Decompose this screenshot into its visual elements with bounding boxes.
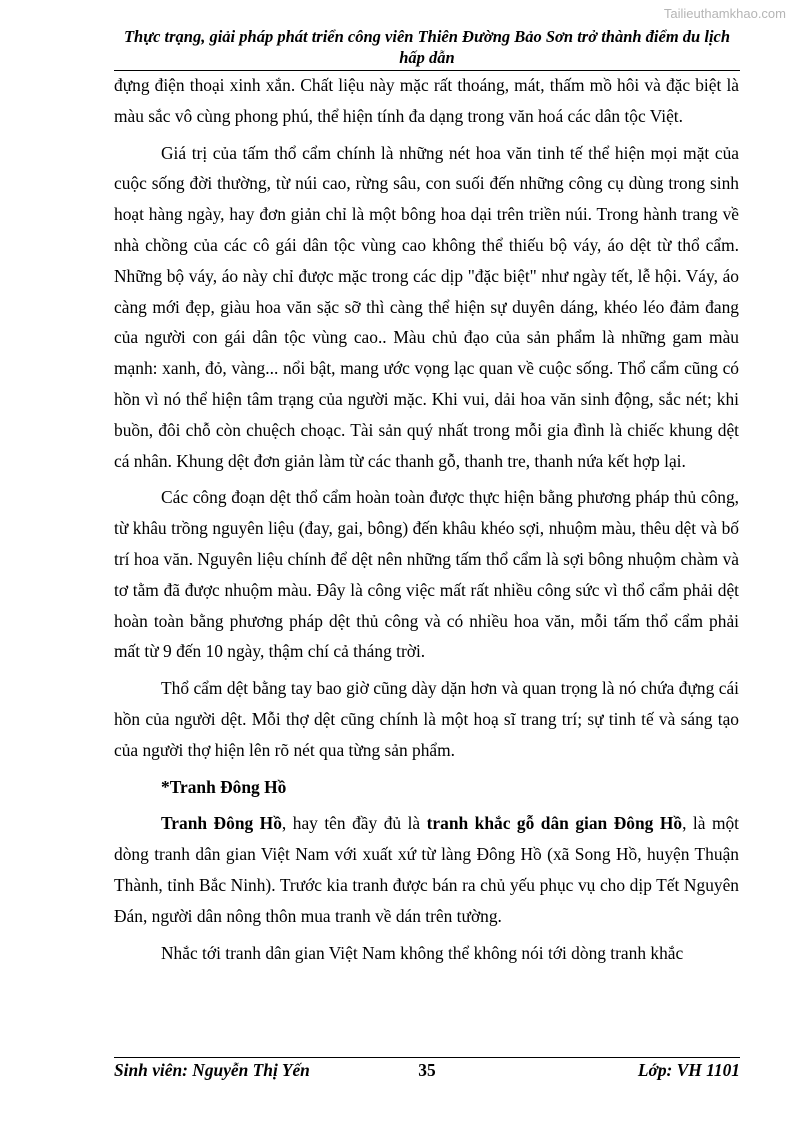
document-body — [114, 70, 739, 974]
section-subheading: *Tranh Đông Hồ — [161, 776, 287, 797]
page-header-title: Thực trạng, giải pháp phát triển công viên Thiên Đường Bảo Sơn trở thành điểm du lịch hấp dẫn — [123, 27, 731, 67]
footer-student: Sinh viên: Nguyễn Thị Yến — [114, 1060, 310, 1080]
footer-class: Lớp: VH 1101 — [637, 1060, 740, 1080]
term-tranh-dong-ho: Tranh Đông Hồ — [161, 813, 282, 834]
page-footer — [114, 1060, 740, 1084]
watermark: Tailieuthamkhao.com — [663, 6, 786, 21]
term-full-name: tranh khắc gỗ dân gian Đông Hồ — [426, 813, 683, 834]
paragraph-4: Thổ cẩm dệt bằng tay bao giờ cũng dày dặn hơn và quan trọng là nó chứa đựng cái hồn của người dệt. Mỗi thợ dệt cũng chính là một hoạ sĩ trang trí; sự tinh tế và sáng tạo của người thợ hiện lên rõ nét qua từng sản phẩm. — [114, 678, 739, 760]
page-number: 35 — [418, 1060, 436, 1080]
paragraph-1: đựng điện thoại xinh xắn. Chất liệu này mặc rất thoáng, mát, thấm mồ hôi và đặc biệt là màu sắc vô cùng phong phú, thể hiện tính đa dạng trong văn hoá các dân tộc Việt. — [114, 75, 739, 126]
paragraph-6: Nhắc tới tranh dân gian Việt Nam không thể không nói tới dòng tranh khắc — [161, 942, 684, 963]
paragraph-5 — [114, 808, 739, 931]
paragraph-2: Giá trị của tấm thổ cẩm chính là những nét hoa văn tinh tế thể hiện mọi mặt của cuộc sống đời thường, từ núi cao, rừng sâu, con suối đến những công cụ dùng trong sinh hoạt hàng ngày, hay đơn giản chỉ là một bông hoa dại trên triền núi. Trong hành trang về nhà chồng của các cô gái dân tộc vùng cao không thể thiếu bộ váy, áo dệt từ thổ cẩm. Những bộ váy, áo này chỉ được mặc trong các dịp "đặc biệt" như ngày tết, lễ hội. Váy, áo càng mới đẹp, giàu hoa văn sặc sỡ thì càng thể hiện sự duyên dáng, khéo léo đảm đang của người con gái dân tộc vùng cao.. Màu chủ đạo của sản phẩm là những gam màu mạnh: xanh, đỏ, vàng... nổi bật, mang ước vọng lạc quan về cuộc sống. Thổ cẩm cũng có hồn vì nó thể hiện tâm trạng của người mặc. Khi vui, dải hoa văn sinh động, sắc nét; khi buồn, đôi chỗ còn chuệch choạc. Tài sản quý nhất trong mỗi gia đình là chiếc khung dệt cá nhân. Khung dệt đơn giản làm từ các thanh gỗ, thanh tre, thanh nứa kết hợp lại. — [114, 142, 739, 471]
footer-divider — [114, 1057, 740, 1058]
paragraph-5-text-2: , là một dòng tranh dân gian Việt Nam với xuất xứ từ làng Đông Hồ (xã Song Hồ, huyện Thuận Thành, tỉnh Bắc Ninh). Trước kia tranh được bán ra chủ yếu phục vụ cho dịp Tết Nguyên Đán, người dân nông thôn mua tranh về dán trên tường. — [114, 813, 740, 926]
paragraph-5-text-1: , hay tên đầy đủ là — [281, 813, 427, 834]
paragraph-3: Các công đoạn dệt thổ cẩm hoàn toàn được thực hiện bằng phương pháp thủ công, từ khâu trồng nguyên liệu (đay, gai, bông) đến khâu khéo sợi, nhuộm màu, thêu dệt và bố trí hoa văn. Nguyên liệu chính để dệt nên những tấm thổ cẩm là sợi bông nhuộm chàm và tơ tằm đã được nhuộm màu. Đây là công việc mất rất nhiều công sức vì thổ cẩm phải dệt hoàn toàn bằng phương pháp dệt thủ công và có nhiều hoa văn, mỗi tấm thổ cẩm phải mất từ 9 đến 10 ngày, thậm chí cả tháng trời. — [114, 487, 739, 662]
